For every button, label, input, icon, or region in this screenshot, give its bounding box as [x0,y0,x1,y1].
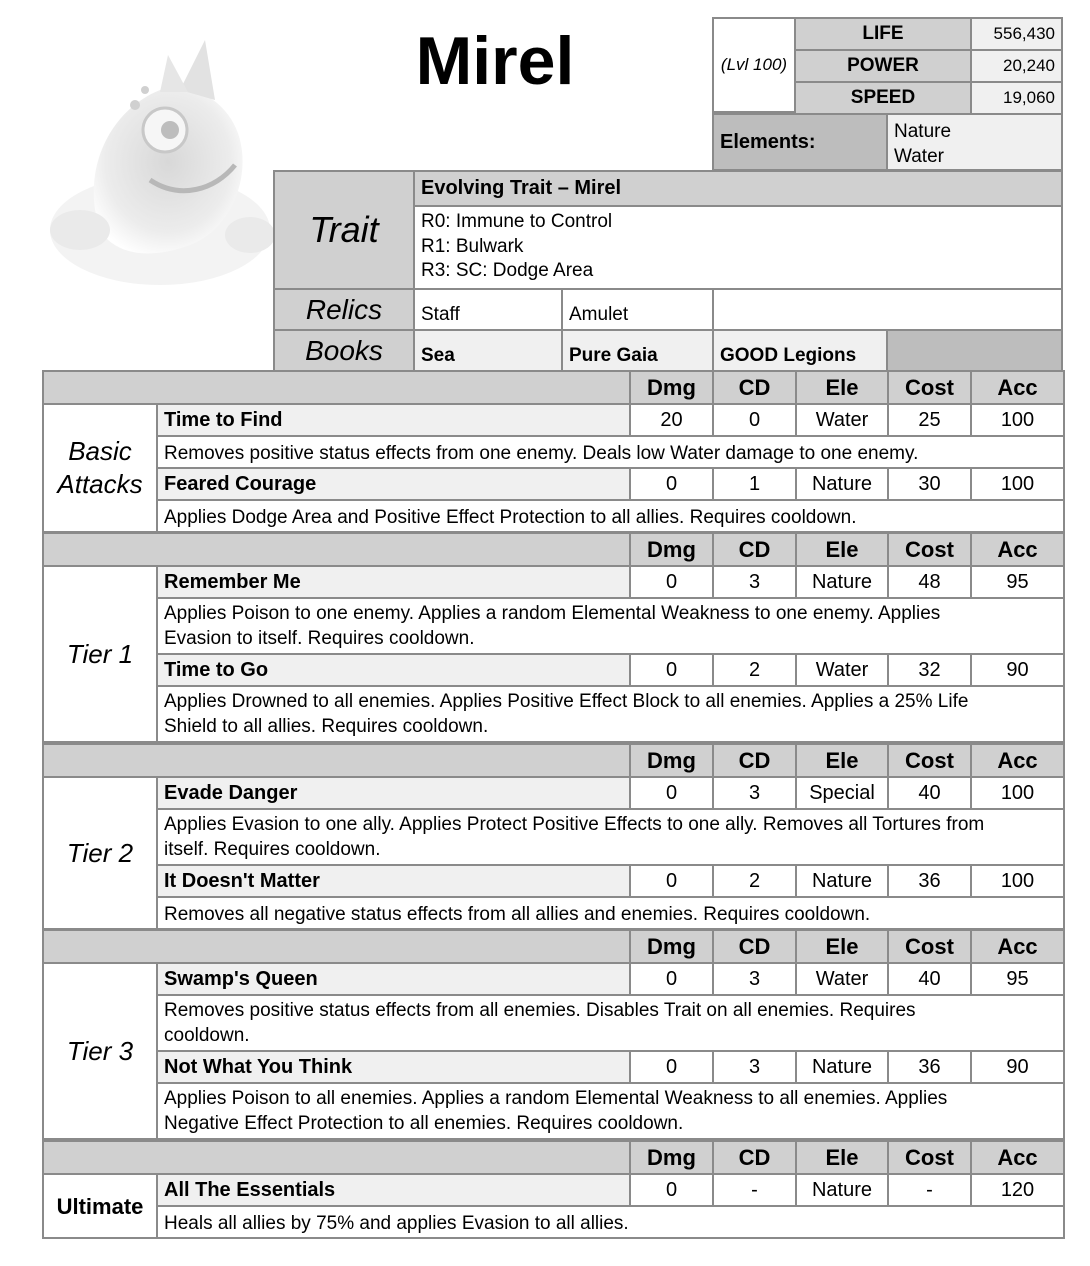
section-header-blank [42,1140,631,1175]
skill-description [156,896,1065,930]
description-line: Shield to all allies. Requires cooldown. [164,715,489,737]
skill-ele: Nature [795,565,889,599]
elements-label: Elements: [712,113,888,171]
description-line: itself. Requires cooldown. [164,838,381,860]
books-label: Books [273,329,415,372]
column-header-cost: Cost [887,743,972,778]
column-header-ele: Ele [795,1140,889,1175]
skill-acc: 90 [970,1050,1065,1084]
skill-acc: 120 [970,1173,1065,1207]
skill-name: Time to Go [156,653,631,687]
skill-ele: Nature [795,1173,889,1207]
section-label [42,776,158,930]
skill-acc: 100 [970,776,1065,810]
section-label [42,1173,158,1239]
description-line: Negative Effect Protection to all enemies. Requires cooldown. [164,1112,684,1134]
column-header-ele: Ele [795,532,889,567]
column-header-acc: Acc [970,1140,1065,1175]
section-header-blank [42,370,631,405]
column-header-cd: CD [712,1140,797,1175]
column-header-ele: Ele [795,743,889,778]
skill-cost: 48 [887,565,972,599]
column-header-acc: Acc [970,532,1065,567]
skill-description [156,808,1065,866]
column-header-ele: Ele [795,929,889,964]
description-line: Applies Poison to all enemies. Applies a random Elemental Weakness to all enemies. Applies [164,1088,948,1109]
stat-value-life: 556,430 [970,17,1063,51]
skill-dmg: 0 [629,653,714,687]
skill-cost: 36 [887,1050,972,1084]
skill-ele: Nature [795,467,889,501]
section-label [42,403,158,533]
column-header-dmg: Dmg [629,929,714,964]
skill-cost: 30 [887,467,972,501]
description-line: Applies Dodge Area and Positive Effect Protection to all allies. Requires cooldown. [164,507,857,528]
skill-description [156,685,1065,743]
skill-cd: 3 [712,565,797,599]
skill-dmg: 0 [629,565,714,599]
trait-rank-1: R1: Bulwark [421,235,524,257]
section-label-line: Tier 1 [66,638,134,669]
skill-dmg: 0 [629,467,714,501]
column-header-ele: Ele [795,370,889,405]
description-line: Evasion to itself. Requires cooldown. [164,627,475,649]
section-label [42,565,158,743]
skill-acc: 95 [970,962,1065,996]
book-3: GOOD Legions [712,329,888,372]
skill-ele: Water [795,962,889,996]
trait-rank-3: R3: SC: Dodge Area [421,260,594,281]
skill-cd: 0 [712,403,797,437]
skill-dmg: 0 [629,1050,714,1084]
skill-name: Swamp's Queen [156,962,631,996]
skill-ele: Water [795,653,889,687]
skill-cost: 25 [887,403,972,437]
skill-ele: Nature [795,864,889,898]
skill-name: It Doesn't Matter [156,864,631,898]
description-line: Applies Drowned to all enemies. Applies Positive Effect Block to all enemies. Applies a 25% Life [164,691,969,712]
section-label-line: Ultimate [56,1193,144,1219]
trait-ranks [413,205,1063,290]
section-header-blank [42,532,631,567]
stat-value-speed: 19,060 [970,81,1063,115]
skill-dmg: 0 [629,962,714,996]
column-header-cost: Cost [887,929,972,964]
column-header-cd: CD [712,929,797,964]
skill-name: Feared Courage [156,467,631,501]
skill-name: Remember Me [156,565,631,599]
skill-dmg: 0 [629,864,714,898]
skill-cd: 3 [712,1050,797,1084]
skill-cd: 3 [712,962,797,996]
skill-ele: Nature [795,1050,889,1084]
stat-label-power: POWER [794,49,972,83]
skill-acc: 95 [970,565,1065,599]
column-header-cost: Cost [887,370,972,405]
skill-cost: 36 [887,864,972,898]
hero-level: (Lvl 100) [712,17,796,113]
skill-ele: Special [795,776,889,810]
relic-2: Amulet [561,288,714,331]
skill-name: Evade Danger [156,776,631,810]
column-header-dmg: Dmg [629,743,714,778]
elements-values [886,113,1063,171]
description-line: Removes positive status effects from all enemies. Disables Trait on all enemies. Requires [164,1000,916,1021]
section-header-blank [42,929,631,964]
skill-acc: 90 [970,653,1065,687]
skill-cost: 40 [887,962,972,996]
skill-dmg: 0 [629,1173,714,1207]
skill-name: All The Essentials [156,1173,631,1207]
trait-title: Evolving Trait – Mirel [413,170,1063,207]
column-header-acc: Acc [970,370,1065,405]
element-nature: Nature [894,121,952,142]
skill-cd: 3 [712,776,797,810]
column-header-cd: CD [712,532,797,567]
stat-label-life: LIFE [794,17,972,51]
skill-dmg: 0 [629,776,714,810]
skill-description [156,1082,1065,1140]
skill-description [156,435,1065,469]
column-header-dmg: Dmg [629,1140,714,1175]
skill-ele: Water [795,403,889,437]
skill-dmg: 20 [629,403,714,437]
stat-value-power: 20,240 [970,49,1063,83]
skill-name: Time to Find [156,403,631,437]
skill-cost: 32 [887,653,972,687]
description-line: cooldown. [164,1024,250,1046]
description-line: Applies Evasion to one ally. Applies Protect Positive Effects to one ally. Removes all Tortures from [164,814,985,835]
skill-cd: 1 [712,467,797,501]
section-label-line: Attacks [57,469,143,499]
column-header-cd: CD [712,743,797,778]
skill-description [156,597,1065,655]
trait-label: Trait [273,170,415,290]
skill-acc: 100 [970,864,1065,898]
section-label-line: Tier 2 [66,837,134,868]
trait-rank-0: R0: Immune to Control [421,211,613,232]
skill-cost: - [887,1173,972,1207]
relics-label: Relics [273,288,415,331]
skill-description [156,1205,1065,1239]
book-2: Pure Gaia [561,329,714,372]
description-line: Heals all allies by 75% and applies Evasion to all allies. [164,1213,629,1234]
skill-acc: 100 [970,403,1065,437]
description-line: Removes positive status effects from one enemy. Deals low Water damage to one enemy. [164,443,919,464]
relic-3 [712,288,1063,331]
hero-portrait [40,30,280,290]
section-header-blank [42,743,631,778]
description-line: Applies Poison to one enemy. Applies a random Elemental Weakness to one enemy. Applies [164,603,941,624]
relic-1: Staff [413,288,563,331]
skill-cd: - [712,1173,797,1207]
element-water: Water [894,146,944,167]
section-label [42,962,158,1140]
column-header-acc: Acc [970,929,1065,964]
section-label-line: Tier 3 [66,1035,134,1066]
book-empty-slot [886,329,1063,372]
column-header-dmg: Dmg [629,370,714,405]
book-1: Sea [413,329,563,372]
skill-description [156,994,1065,1052]
column-header-cost: Cost [887,1140,972,1175]
column-header-cd: CD [712,370,797,405]
column-header-acc: Acc [970,743,1065,778]
skill-name: Not What You Think [156,1050,631,1084]
skill-description [156,499,1065,533]
skill-acc: 100 [970,467,1065,501]
skill-cd: 2 [712,653,797,687]
section-label-line: Basic [68,436,132,466]
stat-label-speed: SPEED [794,81,972,115]
description-line: Removes all negative status effects from all allies and enemies. Requires cooldown. [164,904,871,925]
column-header-dmg: Dmg [629,532,714,567]
column-header-cost: Cost [887,532,972,567]
skill-cd: 2 [712,864,797,898]
hero-name: Mirel [415,23,575,99]
skill-cost: 40 [887,776,972,810]
